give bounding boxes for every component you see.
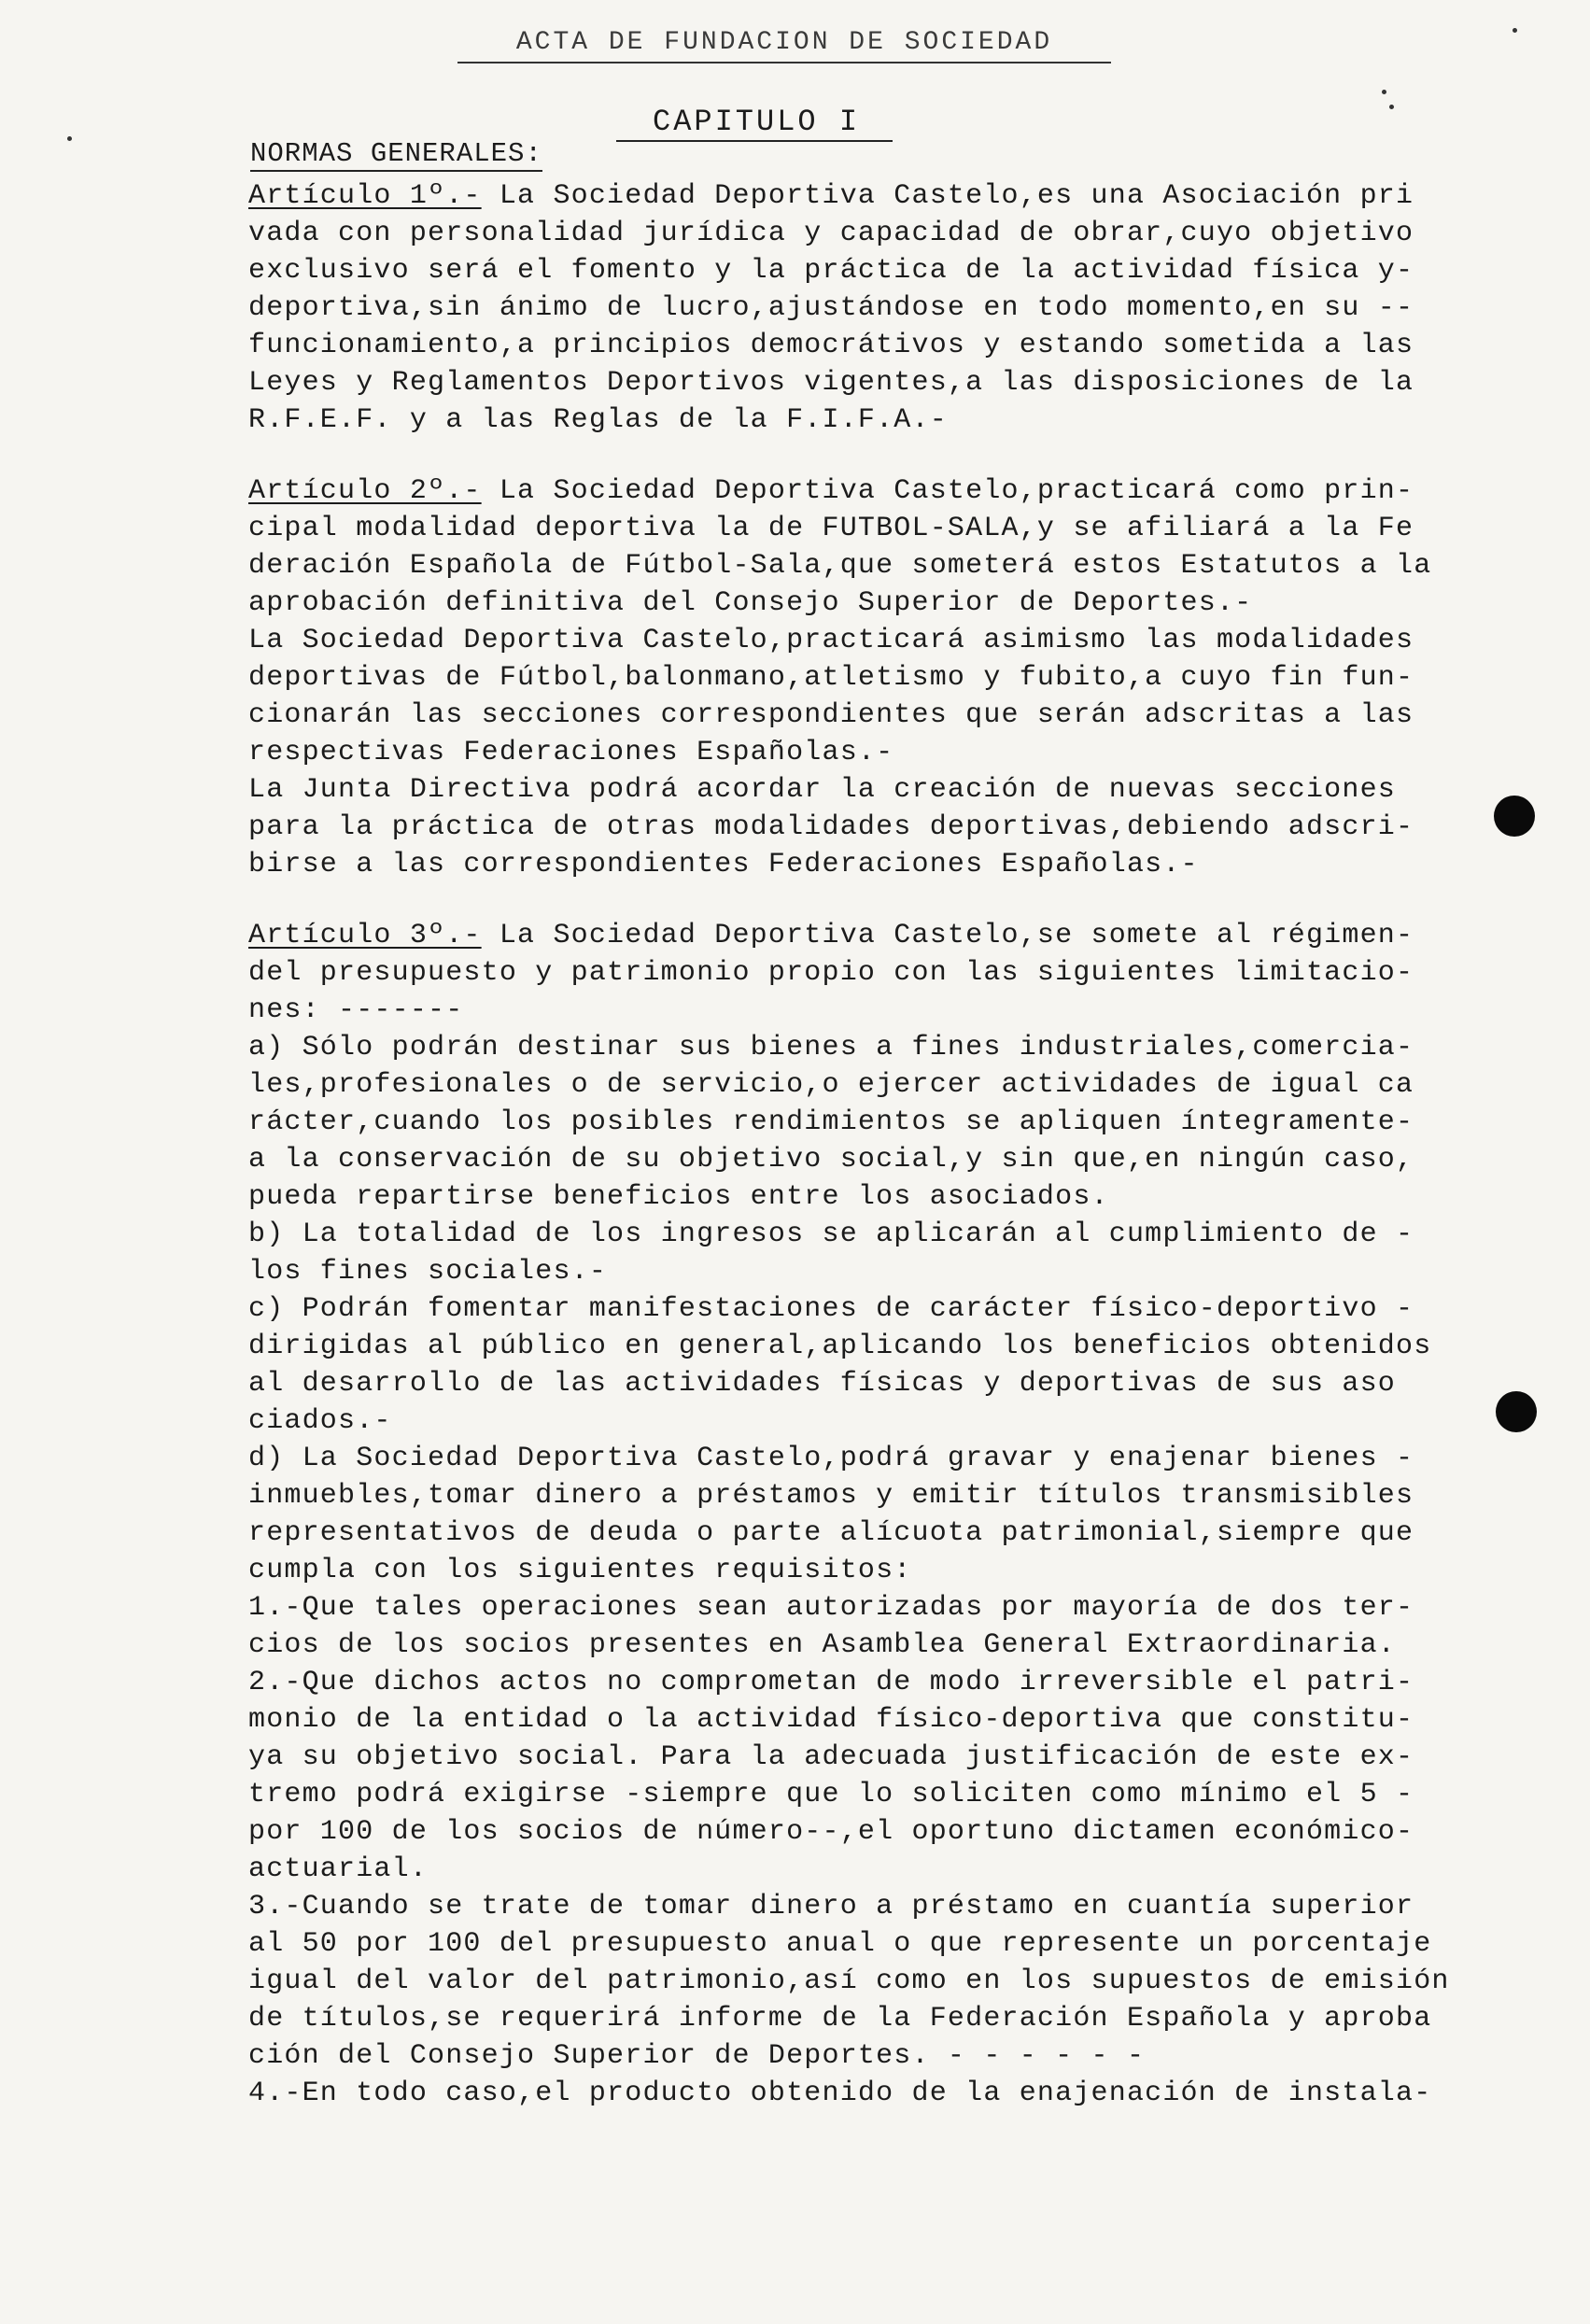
chapter-heading: CAPITULO I	[652, 105, 861, 139]
text-line: representativos de deuda o parte alícuota patrimonial,siempre que	[248, 1517, 1414, 1549]
section-heading: NORMAS GENERALES:	[250, 138, 542, 172]
text-line: a) Sólo podrán destinar sus bienes a fines industriales,comercia-	[248, 1032, 1414, 1063]
text-line: los fines sociales.-	[248, 1256, 608, 1288]
text-line: igual del valor del patrimonio,así como en los supuestos de emisión	[248, 1965, 1450, 1997]
text-line: R.F.E.F. y a las Reglas de la F.I.F.A.-	[248, 404, 948, 436]
text-line: respectivas Federaciones Españolas.-	[248, 737, 894, 768]
article-2-line: Artículo 2º.- La Sociedad Deportiva Castelo,practicará como prin-	[248, 475, 1414, 507]
text-line: nes: -------	[248, 994, 464, 1026]
text-line: La Sociedad Deportiva Castelo,practicará asimismo las modalidades	[248, 625, 1414, 656]
text-line: cionarán las secciones correspondientes que serán adscritas a las	[248, 699, 1414, 731]
text-line: c) Podrán fomentar manifestaciones de carácter físico-deportivo -	[248, 1293, 1414, 1325]
text-line: a la conservación de su objetivo social,y sin que,en ningún caso,	[248, 1144, 1414, 1176]
paper-speck	[1382, 90, 1386, 94]
text-line: 4.-En todo caso,el producto obtenido de la enajenación de instala-	[248, 2078, 1432, 2109]
text-line: b) La totalidad de los ingresos se aplicarán al cumplimiento de -	[248, 1218, 1414, 1250]
text-line: cumpla con los siguientes requisitos:	[248, 1555, 912, 1586]
article-3-label: Artículo 3º.-	[248, 920, 482, 951]
text-line: La Junta Directiva podrá acordar la creación de nuevas secciones	[248, 774, 1396, 806]
text-line: exclusivo será el fomento y la práctica de la actividad física y-	[248, 255, 1414, 287]
text-line: del presupuesto y patrimonio propio con las siguientes limitacio-	[248, 957, 1414, 989]
text-line: deportivas de Fútbol,balonmano,atletismo y fubito,a cuyo fin fun-	[248, 662, 1414, 694]
article-2-label: Artículo 2º.-	[248, 475, 482, 507]
text-line: d) La Sociedad Deportiva Castelo,podrá gravar y enajenar bienes -	[248, 1443, 1414, 1474]
article-3-line: Artículo 3º.- La Sociedad Deportiva Castelo,se somete al régimen-	[248, 920, 1414, 951]
text-line: les,profesionales o de servicio,o ejercer actividades de igual ca	[248, 1069, 1414, 1101]
paragraph-gap	[248, 439, 1555, 472]
text-line: Leyes y Reglamentos Deportivos vigentes,a las disposiciones de la	[248, 367, 1414, 399]
text-line: por 100 de los socios de número--,el oportuno dictamen económico-	[248, 1816, 1414, 1848]
text-line: 3.-Cuando se trate de tomar dinero a préstamo en cuantía superior	[248, 1891, 1414, 1923]
document-title: ACTA DE FUNDACION DE SOCIEDAD	[515, 28, 1053, 57]
body-text	[248, 177, 1555, 2112]
text-line: deportiva,sin ánimo de lucro,ajustándose en todo momento,en su --	[248, 292, 1414, 324]
text-line: vada con personalidad jurídica y capacidad de obrar,cuyo objetivo	[248, 218, 1414, 249]
text-line: de títulos,se requerirá informe de la Federación Española y aproba	[248, 2003, 1432, 2035]
text-line: al 50 por 100 del presupuesto anual o que represente un porcentaje	[248, 1928, 1432, 1960]
punch-hole	[1494, 796, 1535, 837]
punch-hole	[1496, 1391, 1537, 1432]
text-line: al desarrollo de las actividades físicas y deportivas de sus aso	[248, 1368, 1396, 1400]
paper-speck	[1513, 28, 1517, 33]
text-line: pueda repartirse beneficios entre los asociados.	[248, 1181, 1109, 1213]
text-line: dirigidas al público en general,aplicando los beneficios obtenidos	[248, 1331, 1432, 1362]
text-line: deración Española de Fútbol-Sala,que someterá estos Estatutos a la	[248, 550, 1432, 582]
chapter-underline	[616, 140, 893, 142]
text-line: ya su objetivo social. Para la adecuada justificación de este ex-	[248, 1741, 1414, 1773]
paper-speck	[67, 136, 72, 141]
article-1-label: Artículo 1º.-	[248, 180, 482, 212]
text-line: cipal modalidad deportiva la de FUTBOL-SALA,y se afiliará a la Fe	[248, 513, 1414, 544]
text-line: 1.-Que tales operaciones sean autorizadas por mayoría de dos ter-	[248, 1592, 1414, 1624]
text-line: birse a las correspondientes Federaciones Españolas.-	[248, 849, 1199, 880]
text-line: aprobación definitiva del Consejo Superior de Deportes.-	[248, 587, 1253, 619]
text-line: 2.-Que dichos actos no comprometan de modo irreversible el patri-	[248, 1667, 1414, 1698]
text-line: inmuebles,tomar dinero a préstamos y emitir títulos transmisibles	[248, 1480, 1414, 1512]
paragraph-gap	[248, 883, 1555, 917]
text-line: para la práctica de otras modalidades deportivas,debiendo adscri-	[248, 811, 1414, 843]
text-line: ción del Consejo Superior de Deportes. - - - - - -	[248, 2040, 1146, 2072]
text-line: tremo podrá exigirse -siempre que lo soliciten como mínimo el 5 -	[248, 1779, 1414, 1810]
article-1-line: Artículo 1º.- La Sociedad Deportiva Castelo,es una Asociación pri	[248, 180, 1414, 212]
text-line: ciados.-	[248, 1405, 392, 1437]
text-line: monio de la entidad o la actividad físico-deportiva que constitu-	[248, 1704, 1414, 1736]
paper-speck	[1389, 105, 1394, 109]
text-line: actuarial.	[248, 1853, 429, 1885]
text-line: rácter,cuando los posibles rendimientos se apliquen íntegramente-	[248, 1106, 1414, 1138]
title-underline	[457, 62, 1111, 63]
text-line: funcionamiento,a principios democrátivos y estando sometida a las	[248, 330, 1414, 361]
text-line: cios de los socios presentes en Asamblea General Extraordinaria.	[248, 1629, 1396, 1661]
